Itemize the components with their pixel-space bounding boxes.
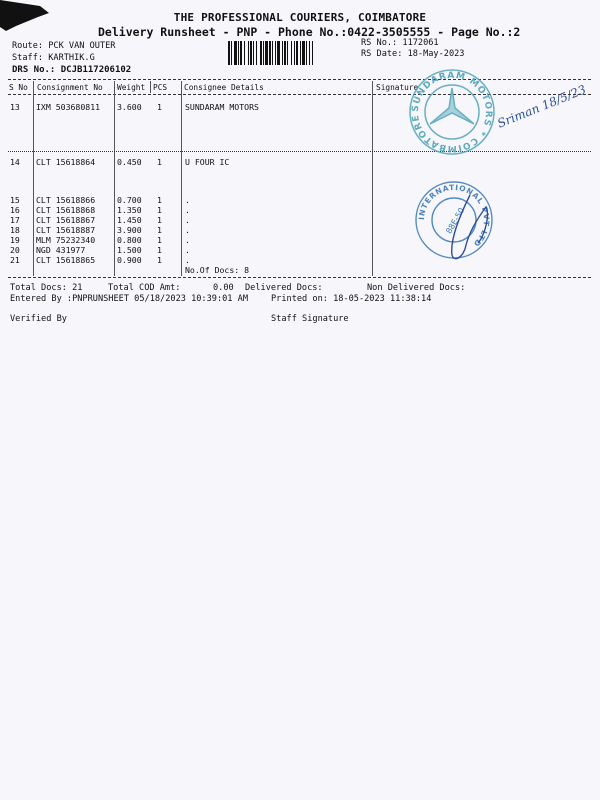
stamp2-ring-text: INTERNATIONAL PVT LTD xyxy=(416,182,492,249)
cell-sno: 20 xyxy=(10,245,20,255)
total-cod-label: Total COD Amt: xyxy=(108,283,181,293)
cell-consignment: CLT 15618887 xyxy=(36,225,96,235)
company-stamp-sundaram xyxy=(400,66,505,156)
cell-consignment: CLT 15618865 xyxy=(36,255,96,265)
cell-sno: 14 xyxy=(10,157,20,167)
cell-consignment: CLT 15618864 xyxy=(36,157,96,167)
cell-weight: 0.800 xyxy=(117,235,142,245)
route-label: Route: PCK VAN OUTER xyxy=(12,41,116,51)
col-sep xyxy=(33,81,34,276)
runsheet-title: Delivery Runsheet - PNP - Phone No.:0422-3505555 - Page No.:2 xyxy=(98,25,521,39)
rs-date: RS Date: 18-May-2023 xyxy=(361,49,465,59)
cell-sno: 17 xyxy=(10,215,20,225)
cell-sno: 15 xyxy=(10,195,20,205)
cell-consignee: . xyxy=(185,195,190,205)
entered-by: Entered By :PNPRUNSHEET 05/18/2023 10:39:01 AM xyxy=(10,294,248,304)
col-sep xyxy=(372,81,373,276)
cell-weight: 3.600 xyxy=(117,102,142,112)
cell-weight: 1.500 xyxy=(117,245,142,255)
cell-consignee: . xyxy=(185,255,190,265)
cell-consignee: . xyxy=(185,225,190,235)
docs-count-note: No.Of Docs: 8 xyxy=(185,265,250,275)
cell-sno: 13 xyxy=(10,102,20,112)
cell-pcs: 1 xyxy=(157,235,162,245)
total-docs: Total Docs: 21 xyxy=(10,283,83,293)
handwritten-signature-2 xyxy=(430,185,500,265)
cell-sno: 19 xyxy=(10,235,20,245)
cell-consignee: SUNDARAM MOTORS xyxy=(185,102,259,112)
cell-pcs: 1 xyxy=(157,245,162,255)
cell-pcs: 1 xyxy=(157,255,162,265)
col-header-signature: Signature xyxy=(376,83,419,92)
cell-consignee: . xyxy=(185,245,190,255)
cell-weight: 1.450 xyxy=(117,215,142,225)
drs-number: DRS No.: DCJB117206102 xyxy=(12,65,132,75)
col-header-consignee: Consignee Details xyxy=(184,83,264,92)
verified-by-label: Verified By xyxy=(10,314,67,324)
staff-label: Staff: KARTHIK.G xyxy=(12,53,95,63)
cell-pcs: 1 xyxy=(157,195,162,205)
cell-consignment: CLT 15618866 xyxy=(36,195,96,205)
delivered-docs-label: Delivered Docs: xyxy=(245,283,323,293)
stamp2-center: 88E-50 xyxy=(444,206,467,236)
col-sep xyxy=(114,81,115,276)
cell-weight: 0.700 xyxy=(117,195,142,205)
col-header-consignment: Consignment No xyxy=(37,83,103,92)
total-cod-value: 0.00 xyxy=(213,283,234,293)
stamp1-ring-text: SUNDARAM MOTORS * COIMBATORE xyxy=(410,70,494,154)
cell-consignment: IXM 503680811 xyxy=(36,102,101,112)
table-bottom-rule xyxy=(8,277,591,278)
printed-on: Printed on: 18-05-2023 11:38:14 xyxy=(271,294,432,304)
cell-pcs: 1 xyxy=(157,215,162,225)
cell-consignee: . xyxy=(185,205,190,215)
col-sep xyxy=(150,81,151,93)
cell-weight: 0.450 xyxy=(117,157,142,167)
cell-consignment: MLM 75232340 xyxy=(36,235,96,245)
col-header-sno: S No xyxy=(9,83,28,92)
cell-consignment: CLT 15618867 xyxy=(36,215,96,225)
cell-consignment: CLT 15618868 xyxy=(36,205,96,215)
col-header-pcs: PCS xyxy=(153,83,168,92)
cell-pcs: 1 xyxy=(157,205,162,215)
cell-consignment: NGD 431977 xyxy=(36,245,86,255)
cell-pcs: 1 xyxy=(157,225,162,235)
barcode xyxy=(228,41,354,65)
cell-sno: 18 xyxy=(10,225,20,235)
cell-sno: 16 xyxy=(10,205,20,215)
cell-weight: 0.900 xyxy=(117,255,142,265)
cell-weight: 1.350 xyxy=(117,205,142,215)
cell-sno: 21 xyxy=(10,255,20,265)
handwritten-signature-1 xyxy=(494,82,588,144)
cell-consignee: . xyxy=(185,215,190,225)
col-sep xyxy=(181,81,182,276)
cell-pcs: 1 xyxy=(157,102,162,112)
cell-consignee: . xyxy=(185,235,190,245)
company-title: THE PROFESSIONAL COURIERS, COIMBATORE xyxy=(173,11,427,24)
svg-text:Sriman 18/5/23: Sriman 18/5/23 xyxy=(495,82,588,131)
col-header-weight: Weight xyxy=(117,83,146,92)
staff-signature-label: Staff Signature xyxy=(271,314,349,324)
cell-pcs: 1 xyxy=(157,157,162,167)
cell-consignee: U FOUR IC xyxy=(185,157,230,167)
rs-number: RS No.: 1172061 xyxy=(361,38,439,48)
non-delivered-docs-label: Non Delivered Docs: xyxy=(367,283,466,293)
cell-weight: 3.900 xyxy=(117,225,142,235)
